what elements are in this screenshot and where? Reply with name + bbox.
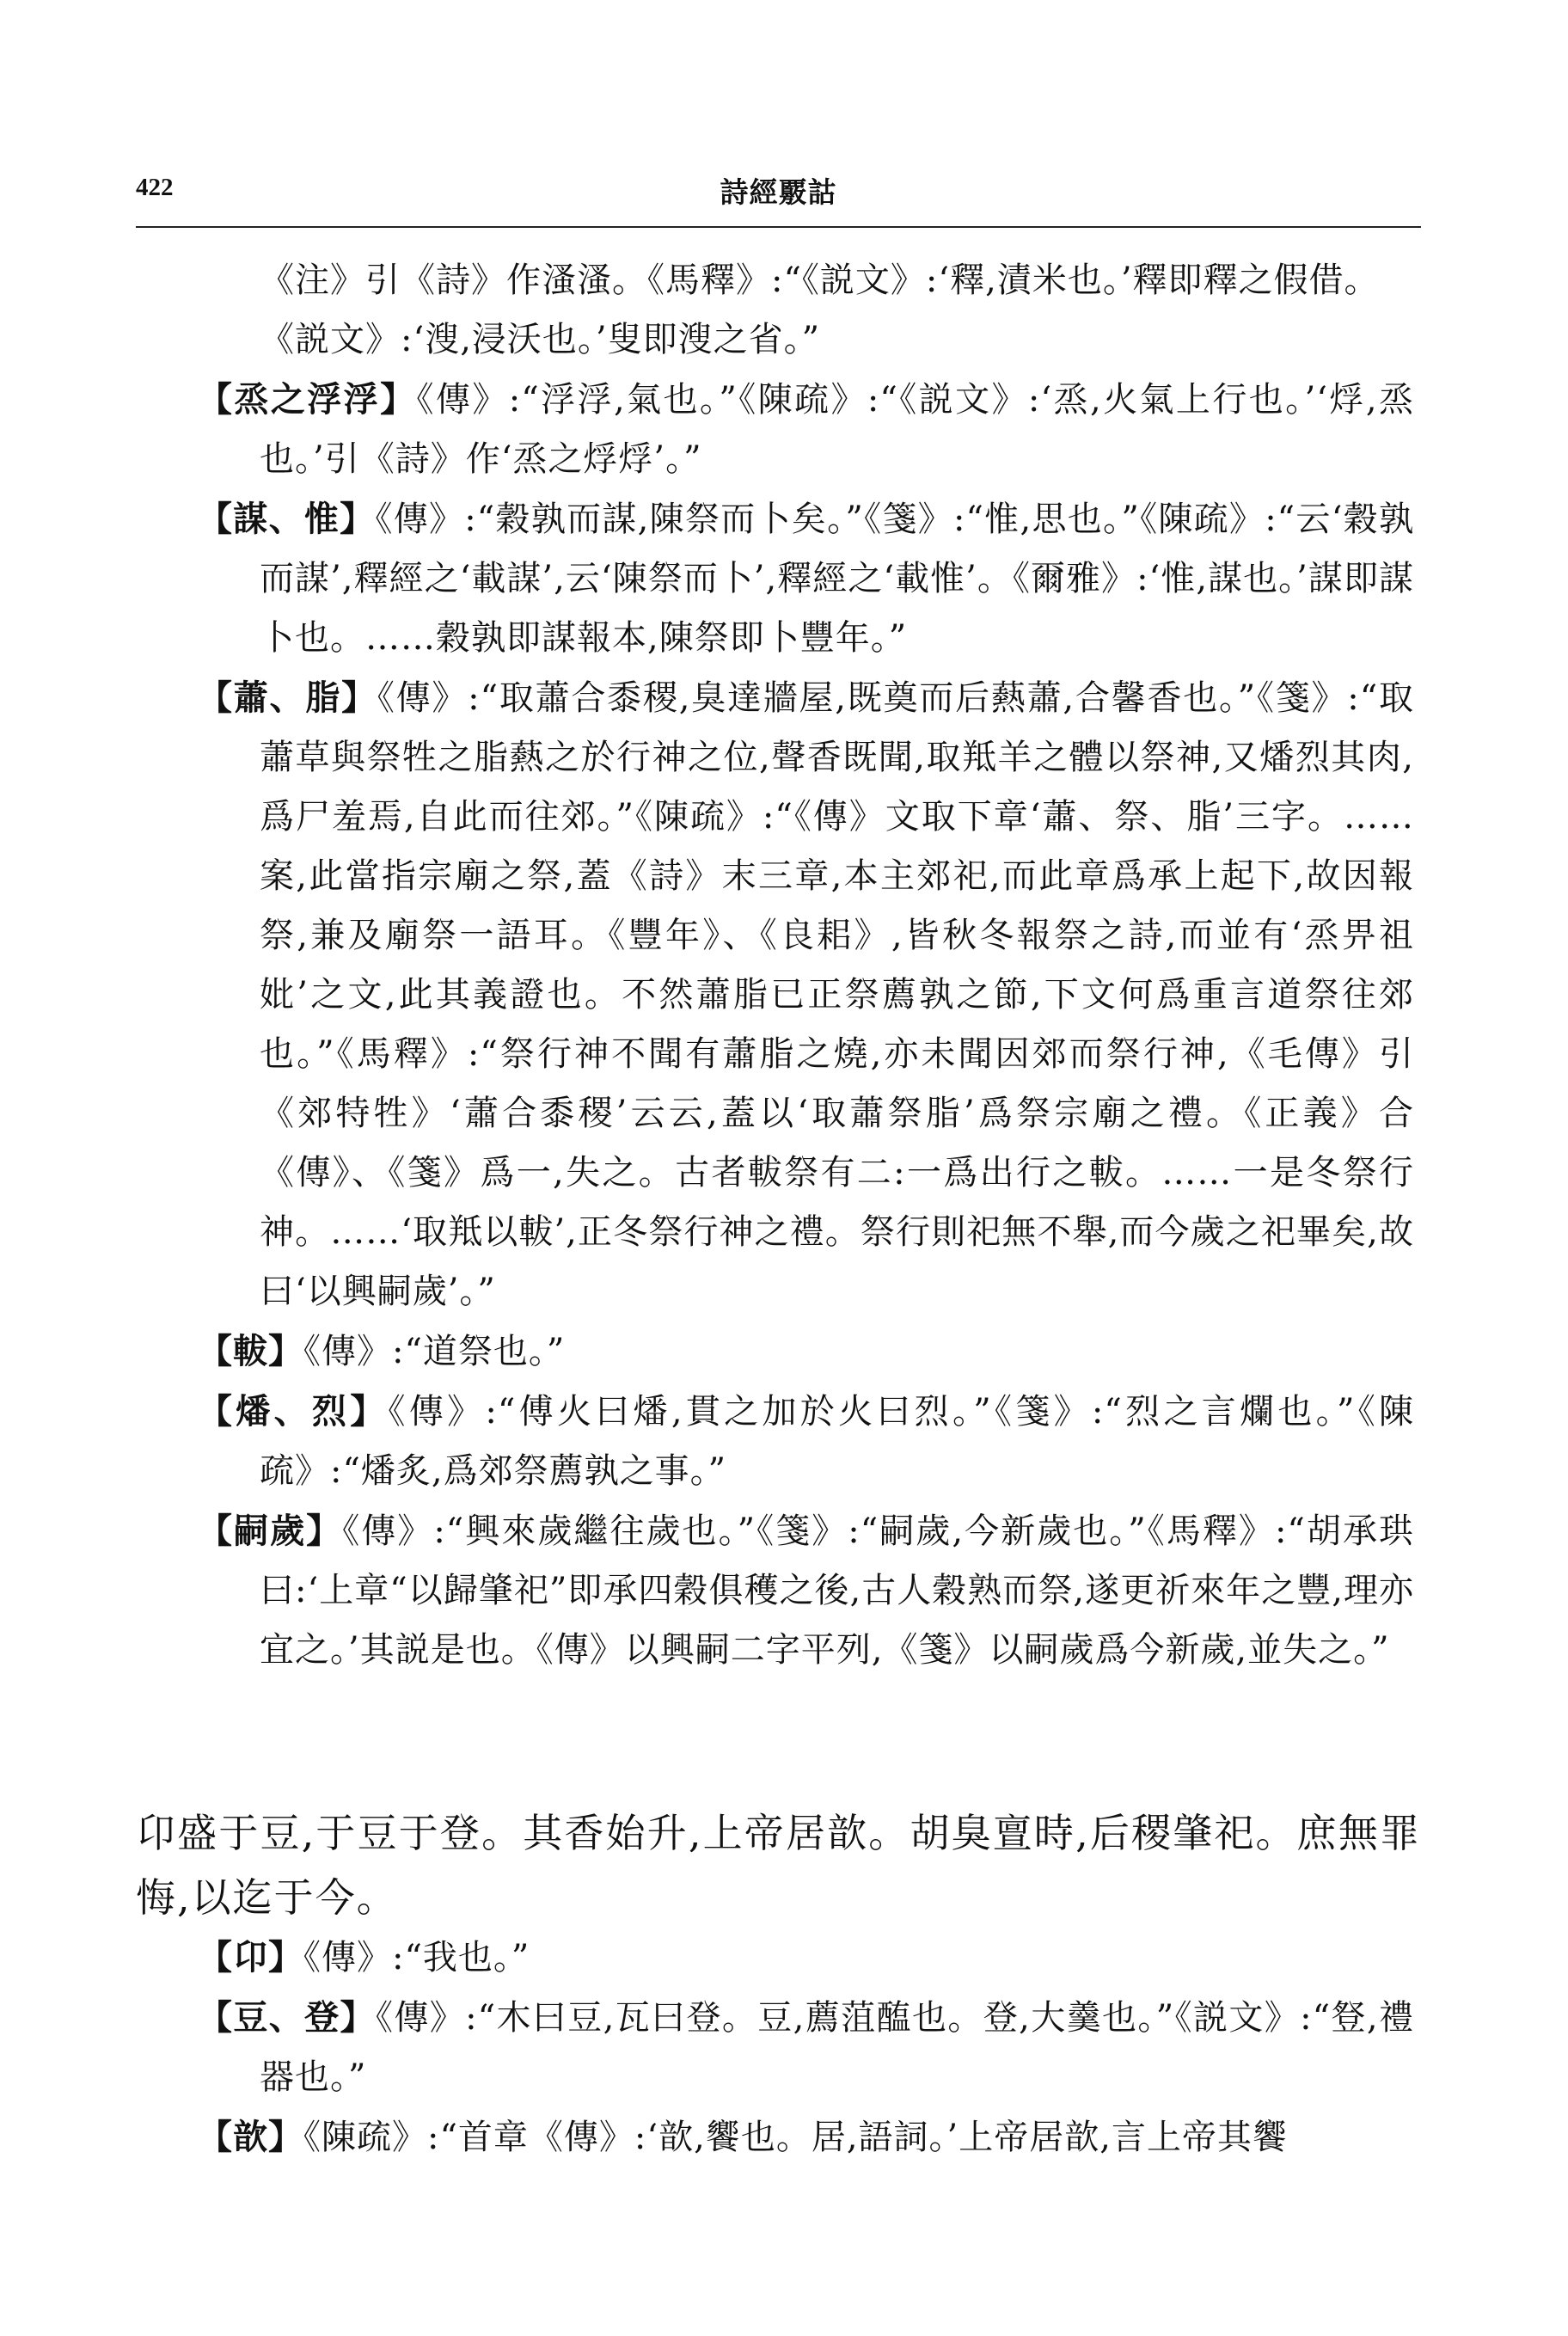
note-entry xyxy=(198,1928,1414,1988)
note-entry xyxy=(198,1382,1414,1501)
note-term: 【謀、惟】 xyxy=(198,499,376,539)
continuation-line: 《注》引《詩》作溞溞。《馬釋》:“《説文》:‘釋,漬米也。’釋即釋之假借。 xyxy=(260,261,1380,300)
note-term: 【卬】 xyxy=(198,1937,303,1977)
note-term: 【烝之浮浮】 xyxy=(198,379,417,420)
note-term: 【嗣歲】 xyxy=(198,1511,343,1551)
note-text: 《陳疏》:“首章《傳》:‘歆,饗也。居,語詞。’上帝居歆,言上帝其饗 xyxy=(303,2118,1288,2157)
note-term: 【軷】 xyxy=(198,1331,303,1371)
note-entry xyxy=(198,1988,1414,2107)
note-text: 《傳》:“道祭也。” xyxy=(303,1332,566,1371)
note-entry xyxy=(198,2107,1414,2167)
poem-verse: 卬盛于豆,于豆于登。其香始升,上帝居歆。胡臭亶時,后稷肇祀。庶無罪悔,以迄于今。 xyxy=(136,1810,1421,1921)
running-title: 詩經覈詁 xyxy=(720,175,837,209)
note-text: 《傳》:“木曰豆,瓦曰登。豆,薦菹醢也。登,大羹也。”《説文》:“豋,禮器也。” xyxy=(260,1998,1414,2097)
note-entry xyxy=(198,489,1414,668)
note-text: 《傳》:“浮浮,氣也。”《陳疏》:“《説文》:‘烝,火氣上行也。’‘烰,烝也。’引《詩》作‘烝之烰烰’。” xyxy=(260,380,1414,479)
note-entry xyxy=(198,668,1414,1321)
note-text: 《傳》:“取蕭合黍稷,臭達牆屋,既奠而后爇蕭,合馨香也。”《箋》:“取蕭草與祭牲之脂爇之於行神之位,聲香既聞,取羝羊之體以祭神,又燔烈其肉,爲尸羞焉,自此而往郊。”《陳疏》:“《傳》文取下章‘蕭、祭、脂’三字。……案,此當指宗廟之祭,蓋《詩》末三章,本主郊祀,而此章爲承上起下,故因報祭,兼及廟祭一語耳。《豐年》、《良耜》,皆秋冬報祭之詩,而並有‘烝畀祖妣’之文,此其義證也。不然蕭脂已正祭薦孰之節,下文何爲重言道祭往郊也。”《馬釋》:“祭行神不聞有蕭脂之燒,亦未聞因郊而祭行神,《毛傳》引《郊特牲》‘蕭合黍稷’云云,蓋以‘取蕭祭脂’爲祭宗廟之禮。《正義》合《傳》、《箋》爲一,失之。古者軷祭有二:一爲出行之軷。……一是冬祭行神。……‘取羝以軷’,正冬祭行神之禮。祭行則祀無不舉,而今歲之祀畢矣,故曰‘以興嗣歲’。” xyxy=(260,678,1414,1311)
page-header xyxy=(136,169,1421,220)
note-entry xyxy=(198,1501,1414,1680)
note-term: 【蕭、脂】 xyxy=(198,678,377,718)
continuation-line: 《説文》:‘溲,浸沃也。’叟即溲之省。” xyxy=(260,320,821,359)
note-entry xyxy=(198,370,1414,489)
verse-commentary-block xyxy=(198,1928,1414,2167)
header-rule xyxy=(136,226,1421,228)
note-text: 《傳》:“我也。” xyxy=(303,1938,530,1977)
note-text: 《傳》:“穀孰而謀,陳祭而卜矣。”《箋》:“惟,思也。”《陳疏》:“云‘穀孰而謀’,釋經之‘載謀’,云‘陳祭而卜’,釋經之‘載惟’。《爾雅》:‘惟,謀也。’謀即謀卜也。……穀孰即謀報本,陳祭即卜豐年。” xyxy=(260,500,1414,658)
note-term: 【豆、登】 xyxy=(198,1997,376,2038)
page-number: 422 xyxy=(136,174,174,201)
note-entry xyxy=(198,1321,1414,1382)
note-term: 【歆】 xyxy=(198,2117,303,2157)
note-term: 【燔、烈】 xyxy=(198,1391,389,1432)
commentary-block xyxy=(198,251,1414,1680)
note-text: 《傳》:“傅火曰燔,貫之加於火曰烈。”《箋》:“烈之言爛也。”《陳疏》:“燔炙,爲郊祭薦孰之事。” xyxy=(260,1392,1415,1491)
note-text: 《傳》:“興來歲繼往歲也。”《箋》:“嗣歲,今新歲也。”《馬釋》:“胡承珙曰:‘上章“以歸肇祀”即承四穀俱穫之後,古人穀熟而祭,遂更祈來年之豐,理亦宜之。’其説是也。《傳》以興嗣二字平列,《箋》以嗣歲爲今新歲,並失之。” xyxy=(260,1511,1415,1670)
